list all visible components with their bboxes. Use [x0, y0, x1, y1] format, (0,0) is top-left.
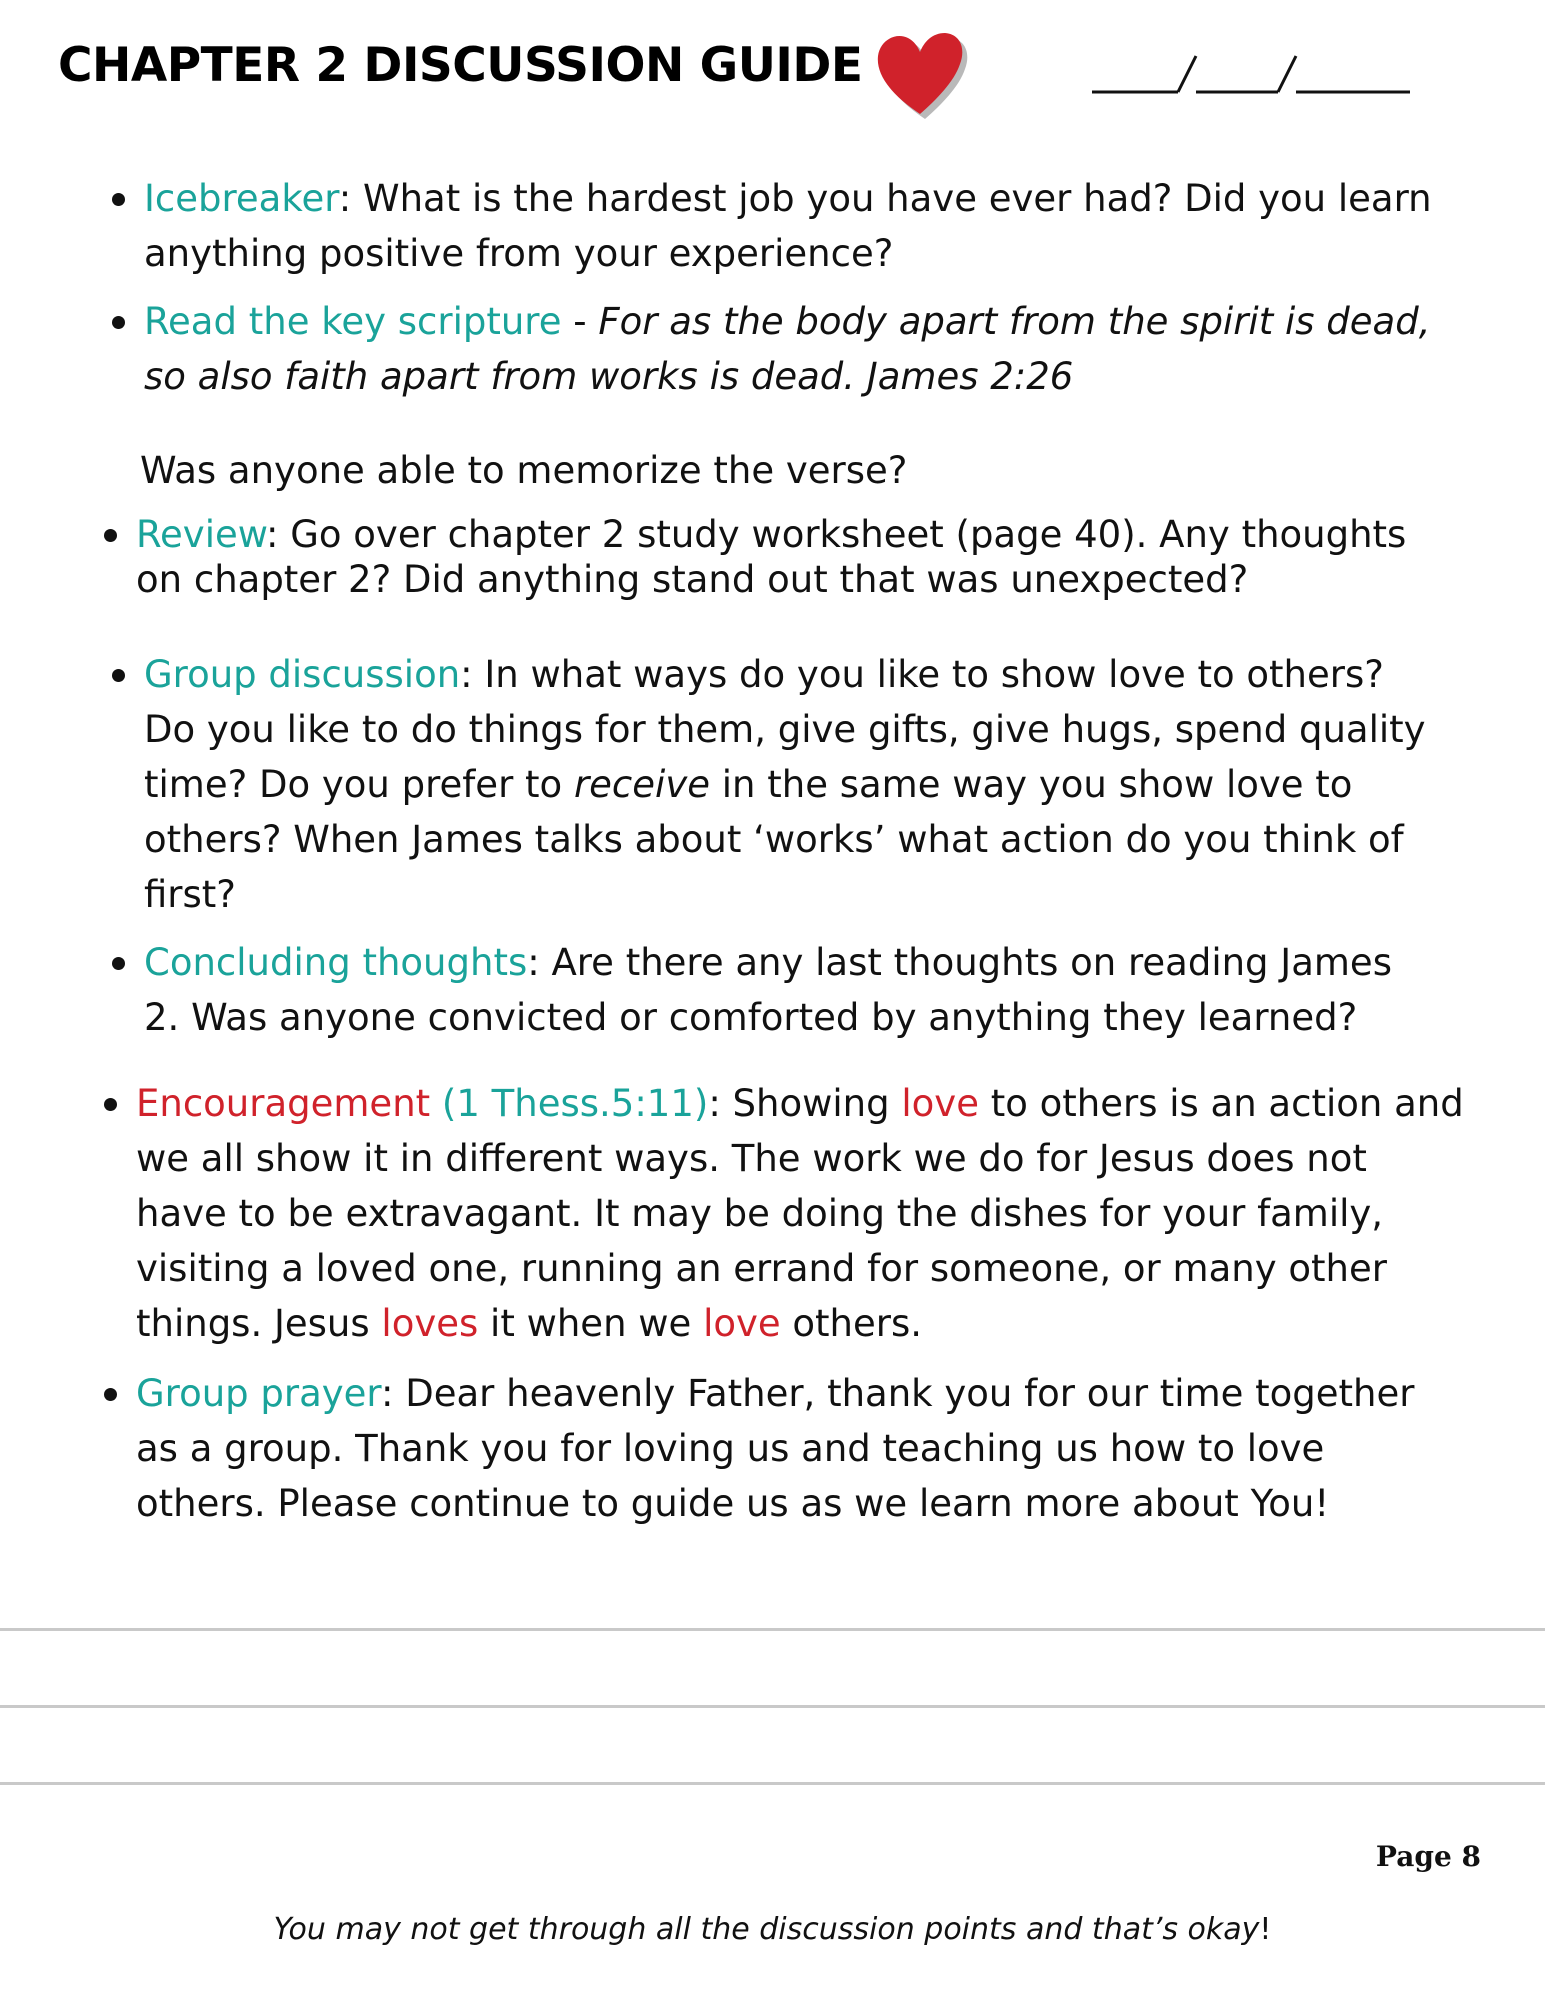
review-line-1	[136, 512, 1406, 557]
encouragement-line-1	[136, 1076, 1464, 1131]
group-discussion-label: Group discussion	[144, 653, 461, 696]
icebreaker-text: : What is the hardest job you have ever had? Did you learn	[338, 177, 1432, 220]
receive-emphasis: receive	[573, 763, 710, 806]
encouragement-line-5	[136, 1296, 1464, 1351]
memorize-question: Was anyone able to memorize the verse?	[140, 449, 908, 492]
footer-note-text: You may not get through all the discussion points and that’s okay	[273, 1912, 1260, 1947]
encouragement-text: to others is an action and	[978, 1082, 1464, 1125]
discussion-line-1	[144, 647, 1426, 702]
review-label: Review	[136, 513, 266, 556]
list-item-scripture	[144, 294, 1430, 404]
notes-line[interactable]	[0, 1782, 1545, 1785]
icebreaker-label: Icebreaker	[144, 177, 339, 220]
list-item-group-prayer	[136, 1366, 1414, 1531]
bullet-icon	[104, 529, 117, 542]
footer-note-end: !	[1259, 1912, 1272, 1947]
discussion-line-5: first?	[144, 873, 236, 916]
list-item-group-discussion	[144, 647, 1426, 922]
review-text: : Go over chapter 2 study worksheet (page 40). Any thoughts	[266, 513, 1407, 556]
bullet-icon	[112, 669, 125, 682]
notes-line[interactable]	[0, 1628, 1545, 1631]
date-field[interactable]	[1090, 50, 1412, 100]
encouragement-text: things. Jesus	[136, 1302, 382, 1345]
discussion-text: : In what ways do you like to show love to others?	[460, 653, 1384, 696]
prayer-text: : Dear heavenly Father, thank you for our time together	[381, 1372, 1415, 1415]
bullet-icon	[112, 193, 125, 206]
encouragement-ref: (1 Thess.5:11)	[430, 1082, 709, 1125]
love-word: love	[703, 1302, 781, 1345]
list-item-review	[136, 512, 1406, 602]
scripture-sep: -	[561, 300, 599, 343]
page-title: CHAPTER 2 DISCUSSION GUIDE	[58, 38, 863, 93]
concluding-text: : Are there any last thoughts on reading James	[527, 941, 1392, 984]
scripture-line-2: so also faith apart from works is dead. James 2:26	[144, 355, 1074, 398]
bullet-icon	[104, 1388, 117, 1401]
scripture-verse: For as the body apart from the spirit is dead,	[598, 300, 1431, 343]
encouragement-line-3: have to be extravagant. It may be doing the dishes for your family,	[136, 1192, 1384, 1235]
bullet-icon	[112, 957, 125, 970]
encouragement-line-4: visiting a loved one, running an errand for someone, or many other	[136, 1247, 1387, 1290]
discussion-text: time? Do you prefer to	[144, 763, 574, 806]
encouragement-text: it when we	[478, 1302, 704, 1345]
encouragement-text: : Showing	[708, 1082, 902, 1125]
loves-word: loves	[381, 1302, 479, 1345]
concluding-line-2: 2. Was anyone convicted or comforted by anything they learned?	[144, 996, 1358, 1039]
discussion-line-4: others? When James talks about ‘works’ what action do you think of	[144, 818, 1404, 861]
page-number: Page 8	[1375, 1840, 1481, 1873]
encouragement-line-2: we all show it in different ways. The work we do for Jesus does not	[136, 1137, 1367, 1180]
bullet-icon	[112, 316, 125, 329]
group-prayer-label: Group prayer	[136, 1372, 381, 1415]
scripture-line-1	[144, 294, 1430, 349]
concluding-label: Concluding thoughts	[144, 941, 528, 984]
love-word: love	[901, 1082, 979, 1125]
icebreaker-line-1	[144, 171, 1432, 226]
prayer-line-2: as a group. Thank you for loving us and teaching us how to love	[136, 1427, 1325, 1470]
discussion-text: in the same way you show love to	[709, 763, 1353, 806]
scripture-label: Read the key scripture	[144, 300, 562, 343]
encouragement-text: others.	[780, 1302, 923, 1345]
concluding-line-1	[144, 935, 1392, 990]
list-item-concluding	[144, 935, 1392, 1045]
review-line-2: on chapter 2? Did anything stand out that was unexpected?	[136, 558, 1249, 601]
prayer-line-3: others. Please continue to guide us as we learn more about You!	[136, 1482, 1330, 1525]
prayer-line-1	[136, 1366, 1414, 1421]
footer-note	[0, 1912, 1545, 1947]
list-item-icebreaker	[144, 171, 1432, 281]
notes-line[interactable]	[0, 1705, 1545, 1708]
heart-icon	[872, 30, 968, 120]
discussion-line-2: Do you like to do things for them, give gifts, give hugs, spend quality	[144, 708, 1426, 751]
list-item-encouragement	[136, 1076, 1464, 1351]
icebreaker-line-2: anything positive from your experience?	[144, 232, 894, 275]
encouragement-label: Encouragement	[136, 1082, 431, 1125]
bullet-icon	[104, 1098, 117, 1111]
discussion-line-3	[144, 757, 1426, 812]
